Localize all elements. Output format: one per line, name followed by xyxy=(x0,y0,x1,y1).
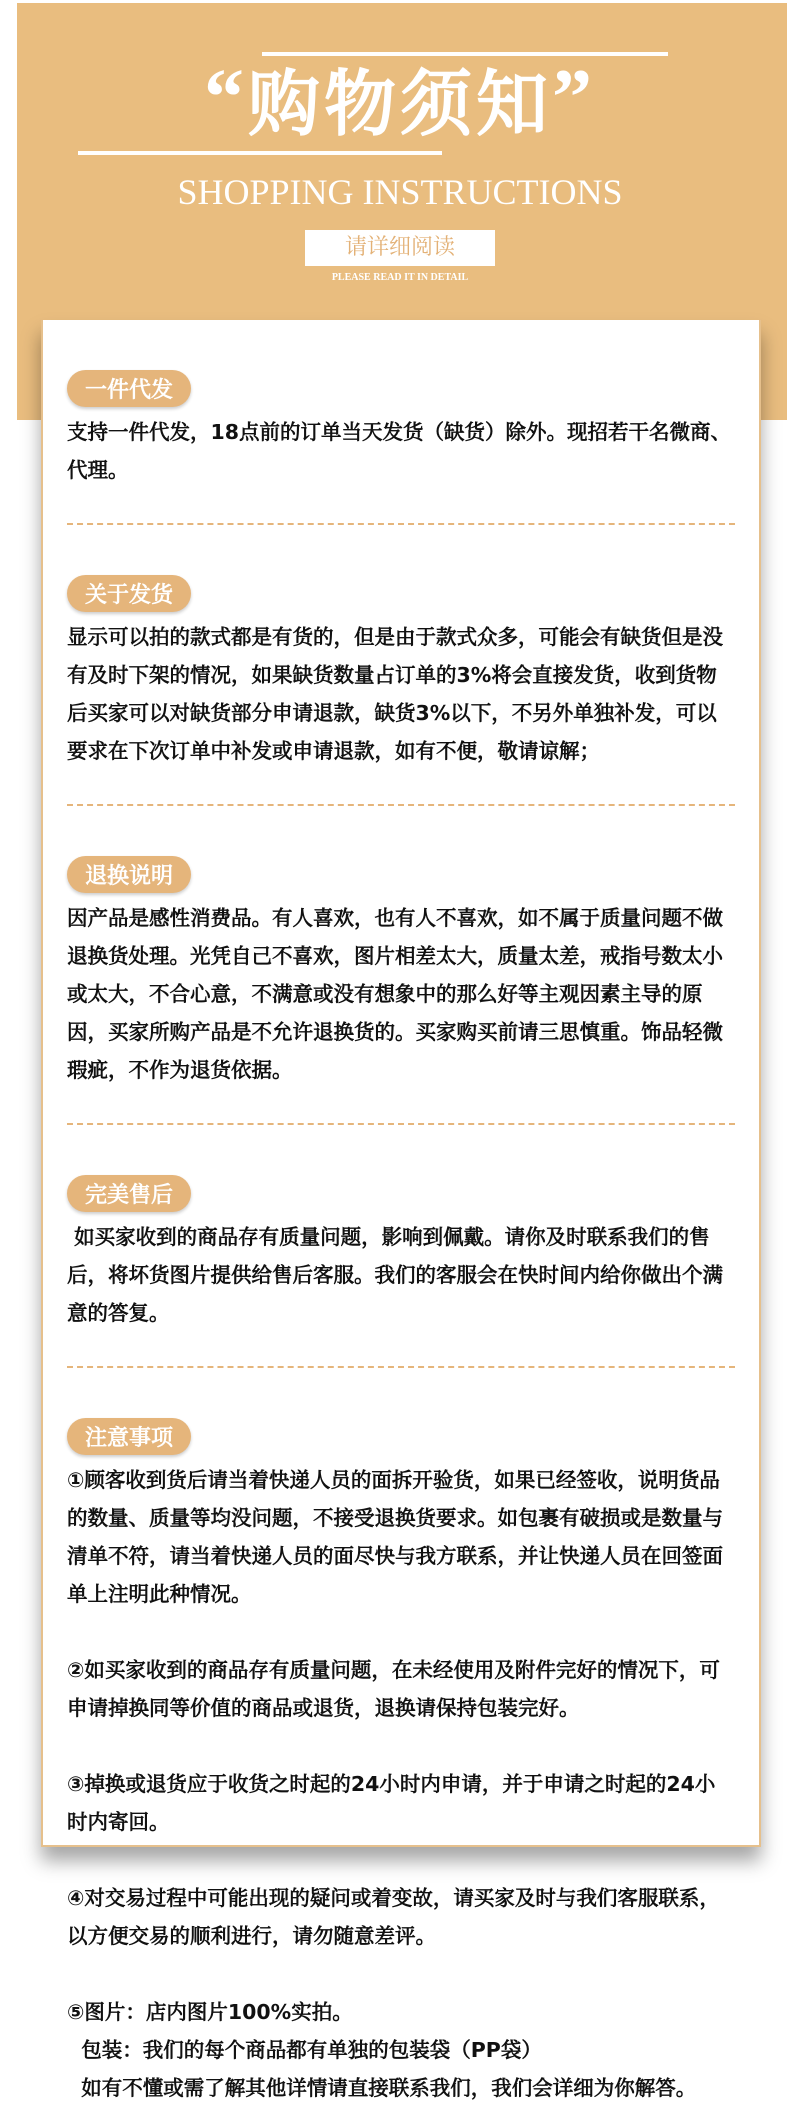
section-text: 因产品是感性消费品。有人喜欢，也有人不喜欢，如不属于质量问题不做退换货处理。光凭自己不喜欢，图片相差太大，质量太差，戒指号数太小或太大，不合心意，不满意或没有想象中的那么好等主观因素主导的原因，买家所购产品是不允许退换货的。买家购买前请三思慎重。饰品轻微瑕疵，不作为退货依据。 xyxy=(67,906,723,1082)
note-item: ②如买家收到的商品存有质量问题，在未经使用及附件完好的情况下，可申请掉换同等价值的商品或退货，退换请保持包装完好。 xyxy=(67,1658,720,1720)
section-text: 支持一件代发，18点前的订单当天发货（缺货）除外。现招若干名微商、代理。 xyxy=(67,420,732,482)
open-quote: “ xyxy=(203,54,248,142)
title-text: 购物须知 xyxy=(247,62,552,146)
section-notes xyxy=(67,1368,735,2107)
content-card xyxy=(41,320,761,2100)
page-title xyxy=(0,54,800,150)
section-label: 完美售后 xyxy=(67,1175,191,1212)
read-badge: 请详细阅读 xyxy=(305,230,495,266)
note-item: ⑤图片：店内图片100%实拍。 包装：我们的每个商品都有单独的包装袋（PP袋） 如有不懂或需了解其他详情请直接联系我们，我们会详细为你解答。 xyxy=(67,2000,697,2100)
badge-en: PLEASE READ IT IN DETAIL xyxy=(331,272,469,283)
section-returns xyxy=(67,806,735,1125)
section-label: 关于发货 xyxy=(67,575,191,612)
section-shipping xyxy=(67,525,735,806)
note-item: ①顾客收到货后请当着快递人员的面拆开验货，如果已经签收，说明货品的数量、质量等均没问题，不接受退换货要求。如包裹有破损或是数量与清单不符，请当着快递人员的面尽快与我方联系，并让快递人员在回签面单上注明此种情况。 xyxy=(67,1468,723,1606)
section-dropship xyxy=(67,320,735,525)
section-text: 如买家收到的商品存有质量问题，影响到佩戴。请你及时联系我们的售后，将坏货图片提供给售后客服。我们的客服会在快时间内给你做出个满意的答复。 xyxy=(67,1225,723,1325)
divider-line xyxy=(262,52,668,56)
section-text: 显示可以拍的款式都是有货的，但是由于款式众多，可能会有缺货但是没有及时下架的情况，如果缺货数量占订单的3%将会直接发货，收到货物后买家可以对缺货部分申请退款，缺货3%以下，不另外单独补发，可以要求在下次订单中补发或申请退款，如有不便，敬请谅解； xyxy=(67,625,723,763)
subtitle-en: SHOPPING INSTRUCTIONS xyxy=(177,172,623,212)
divider-line xyxy=(78,151,442,155)
section-label: 一件代发 xyxy=(67,370,191,407)
section-label: 退换说明 xyxy=(67,856,191,893)
note-item: ③掉换或退货应于收货之时起的24小时内申请，并于申请之时起的24小时内寄回。 xyxy=(67,1772,716,1834)
section-aftersales xyxy=(67,1125,735,1368)
note-item: ④对交易过程中可能出现的疑问或着变故，请买家及时与我们客服联系，以方便交易的顺利进行，请勿随意差评。 xyxy=(67,1886,720,1948)
section-label: 注意事项 xyxy=(67,1418,191,1455)
close-quote: ” xyxy=(552,54,596,142)
